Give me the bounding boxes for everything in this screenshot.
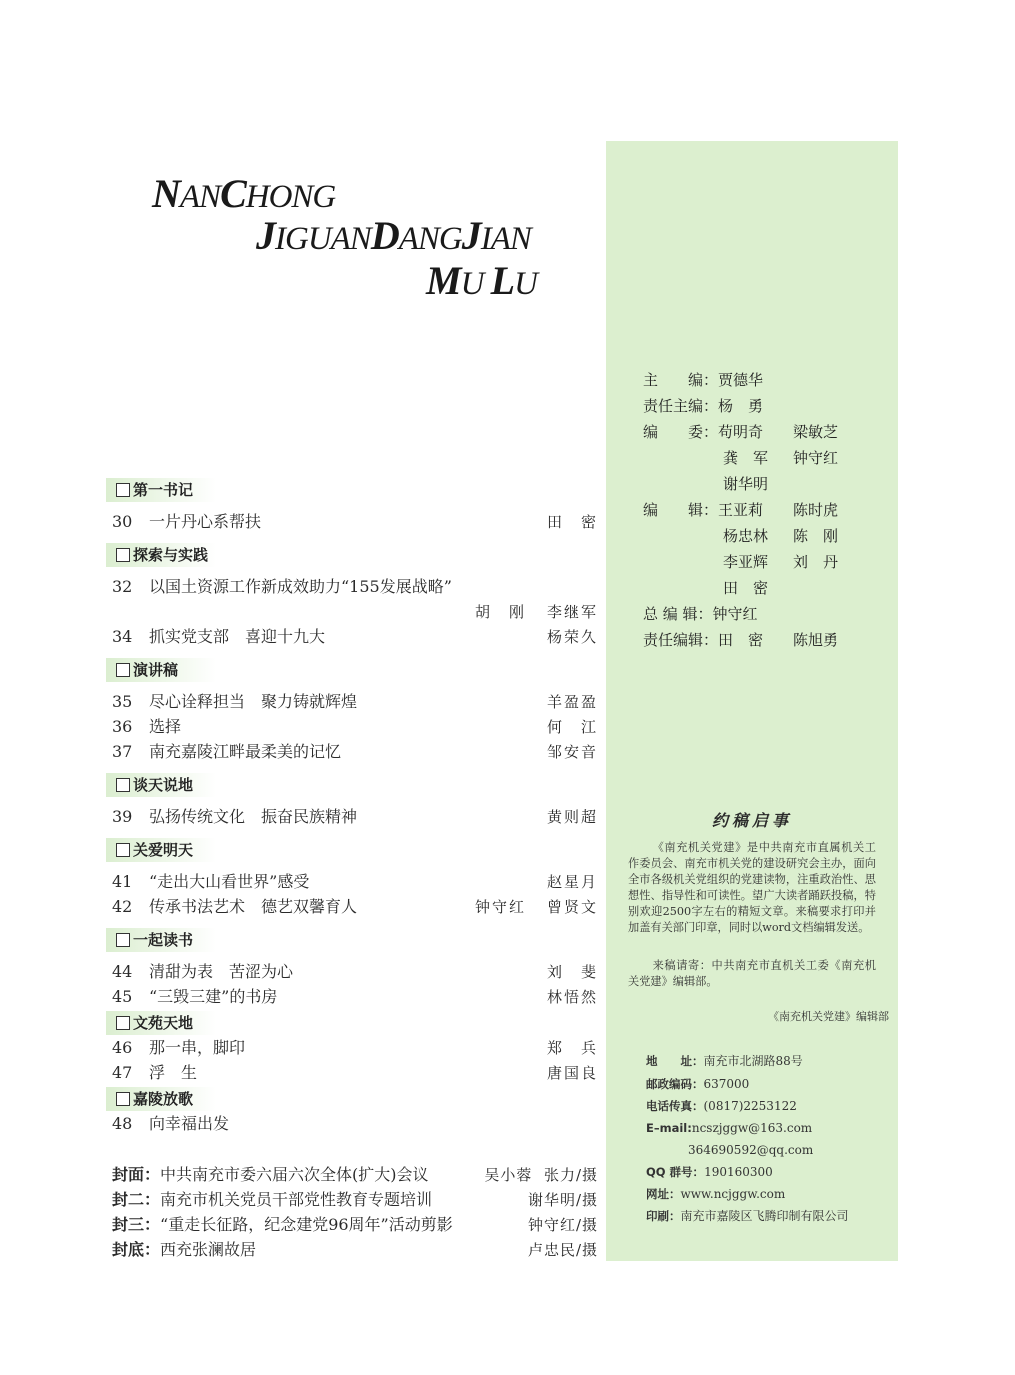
photographer: 钟守红/摄	[527, 1216, 598, 1234]
title-text: U	[460, 266, 491, 302]
toc-entry[interactable]	[112, 716, 598, 738]
notice-title: 约稿启事	[711, 811, 792, 830]
staff-name: 陈旭勇	[793, 631, 839, 649]
contact-key: 地 址：	[646, 1054, 704, 1068]
contact-key: 印刷：	[646, 1209, 681, 1223]
contact-website[interactable]	[646, 1185, 785, 1203]
staff-name: 梁敏芝	[793, 423, 839, 441]
author: 黄则超	[546, 808, 598, 826]
staff-row	[643, 370, 763, 390]
page-number: 42	[112, 897, 133, 916]
title-cap: C	[220, 171, 246, 216]
section-title: 嘉陵放歌	[133, 1090, 194, 1108]
staff-name: 田 密	[718, 631, 764, 649]
contact-value: www.ncjggw.com	[680, 1187, 786, 1201]
page-number: 45	[112, 987, 133, 1006]
toc-entry[interactable]	[112, 511, 598, 533]
article-title: 一片丹心系帮扶	[149, 512, 262, 531]
title-text: HONG	[245, 179, 336, 215]
page-number: 48	[112, 1114, 133, 1133]
contact-email[interactable]	[646, 1119, 812, 1137]
cover-label: 封底：	[112, 1240, 161, 1259]
notice-body: 《南充机关党建》是中共南充市直属机关工作委员会、南充市机关党的建设研究会主办，面向全市各级机关党组织的党建读物，注重政治性、思想性、指导性和可读性。望广大读者踊跃投稿，特别欢迎2500字左右的精短文章。来稿要求打印并加盖有关部门印章，同时以word文档编辑发送。	[628, 841, 876, 934]
cover-credit	[112, 1164, 598, 1186]
staff-row	[723, 474, 768, 494]
title-line-3	[426, 257, 537, 304]
contact-value: 637000	[703, 1077, 750, 1091]
article-title: 弘扬传统文化 振奋民族精神	[149, 807, 358, 826]
notice-address: 来稿请寄：中共南充市直机关工委《南充机关党建》编辑部。	[628, 959, 876, 988]
contact-phone	[646, 1097, 797, 1115]
page-number: 35	[112, 692, 133, 711]
title-cap: N	[152, 171, 180, 216]
contact-key: 电话传真：	[646, 1099, 704, 1113]
staff-row	[723, 552, 839, 572]
contact-value: ncszjggw@163.com	[691, 1121, 813, 1135]
page-number: 41	[112, 872, 133, 891]
section-title: 探索与实践	[133, 546, 209, 564]
title-text: AN	[179, 179, 221, 215]
article-title: “三毁三建”的书房	[149, 987, 278, 1006]
title-cap: M	[426, 258, 461, 303]
title-line-1	[152, 170, 335, 217]
title-text: IAN	[480, 221, 531, 257]
section-title: 文苑天地	[133, 1014, 194, 1032]
article-title: 向幸福出发	[149, 1114, 230, 1133]
contact-key: 网址：	[646, 1187, 681, 1201]
cover-label: 封三：	[112, 1215, 161, 1234]
contact-value: (0817)2253122	[703, 1099, 797, 1113]
author: 何 江	[546, 718, 598, 736]
author: 林悟然	[546, 988, 598, 1006]
staff-name: 苟明奇	[718, 423, 764, 441]
staff-name: 杨 勇	[718, 397, 764, 415]
section-header	[106, 1087, 216, 1111]
author: 赵星月	[546, 873, 598, 891]
staff-name: 田 密	[723, 579, 769, 597]
toc-entry[interactable]	[112, 1113, 598, 1135]
page-number: 32	[112, 577, 133, 596]
toc-entry[interactable]	[112, 871, 598, 893]
author: 胡 刚	[474, 603, 526, 621]
author: 羊盈盈	[546, 693, 598, 711]
title-cap: J	[256, 213, 275, 258]
section-title: 一起读书	[133, 931, 194, 949]
staff-row	[723, 448, 839, 468]
staff-name: 钟守红	[712, 605, 758, 623]
title-text: U	[514, 266, 537, 302]
article-title: 清甜为表 苦涩为心	[149, 962, 294, 981]
contact-postcode	[646, 1075, 749, 1093]
author: 钟守红	[474, 898, 526, 916]
article-title: “走出大山看世界”感受	[149, 872, 310, 891]
cover-text: 南充市机关党员干部党性教育专题培训	[160, 1190, 433, 1209]
section-header	[106, 773, 216, 797]
checkbox-icon	[116, 483, 130, 497]
article-title: 以国土资源工作新成效助力“155发展战略”	[149, 577, 452, 596]
page-number: 37	[112, 742, 133, 761]
section-header	[106, 838, 216, 862]
article-title: 浮 生	[149, 1063, 198, 1082]
cover-label: 封二：	[112, 1190, 161, 1209]
contact-key: 邮政编码：	[646, 1077, 704, 1091]
contact-value: 364690592@qq.com	[688, 1143, 814, 1157]
page-number: 36	[112, 717, 133, 736]
info-panel	[606, 141, 898, 1261]
staff-name: 陈 刚	[793, 527, 839, 545]
staff-role: 主 编：	[643, 371, 719, 389]
staff-name: 杨忠林	[723, 527, 769, 545]
title-cap: J	[461, 213, 481, 258]
article-title: 传承书法艺术 德艺双馨育人	[149, 897, 358, 916]
staff-name: 龚 军	[723, 449, 769, 467]
section-title: 演讲稿	[133, 661, 179, 679]
page-number: 30	[112, 512, 133, 531]
article-title: 南充嘉陵江畔最柔美的记忆	[149, 742, 342, 761]
article-title: 尽心诠释担当 聚力铸就辉煌	[149, 692, 358, 711]
toc-entry[interactable]	[112, 1062, 598, 1084]
section-header	[106, 928, 216, 952]
page-number: 44	[112, 962, 133, 981]
cover-text: 中共南充市委六届六次全体(扩大)会议	[160, 1165, 429, 1184]
title-cap: D	[370, 213, 399, 258]
contact-value: 南充市嘉陵区飞腾印制有限公司	[680, 1209, 849, 1223]
page-number: 46	[112, 1038, 133, 1057]
toc-entry[interactable]	[112, 741, 598, 763]
staff-name: 钟守红	[793, 449, 839, 467]
author: 杨荣久	[546, 628, 598, 646]
title-text: IGUAN	[275, 221, 371, 257]
toc-entry[interactable]	[112, 986, 598, 1008]
page-number: 39	[112, 807, 133, 826]
staff-role: 责任编辑：	[643, 631, 719, 649]
contact-printer	[646, 1207, 849, 1225]
section-header	[106, 478, 216, 502]
contact-value: 南充市北湖路88号	[703, 1054, 803, 1068]
cover-label: 封面：	[112, 1165, 161, 1184]
photographer: 谢华明/摄	[527, 1191, 598, 1209]
notice-signature: 《南充机关党建》编辑部	[768, 1010, 889, 1023]
checkbox-icon	[116, 548, 130, 562]
staff-name: 陈时虎	[793, 501, 839, 519]
checkbox-icon	[116, 778, 130, 792]
staff-row	[643, 500, 839, 520]
page-number: 34	[112, 627, 133, 646]
article-title: 抓实党支部 喜迎十九大	[149, 627, 326, 646]
staff-role: 编 辑：	[643, 501, 719, 519]
author: 田 密	[546, 513, 598, 531]
author: 唐国良	[546, 1064, 598, 1082]
author: 邹安音	[546, 743, 598, 761]
cover-credit	[112, 1189, 598, 1211]
contact-key: QQ 群号：	[646, 1165, 705, 1179]
toc-entry[interactable]	[112, 961, 598, 983]
title-text: ANG	[398, 221, 462, 257]
section-header	[106, 658, 216, 682]
staff-role: 编 委：	[643, 423, 719, 441]
staff-row	[643, 422, 839, 442]
section-title: 关爱明天	[133, 841, 194, 859]
checkbox-icon	[116, 933, 130, 947]
page-number: 47	[112, 1063, 133, 1082]
toc-entry[interactable]	[112, 626, 598, 648]
checkbox-icon	[116, 1092, 130, 1106]
staff-row	[643, 630, 839, 650]
staff-name: 贾德华	[718, 371, 764, 389]
staff-row	[643, 604, 758, 624]
contact-key: E–mail:	[646, 1121, 692, 1135]
staff-name: 李亚辉	[723, 553, 769, 571]
staff-role: 总 编 辑：	[643, 605, 713, 623]
contact-qq	[646, 1163, 773, 1181]
staff-name: 刘 丹	[793, 553, 839, 571]
cover-text: 西充张澜故居	[160, 1240, 257, 1259]
toc-entry-authors	[112, 601, 598, 623]
contact-value: 190160300	[704, 1165, 773, 1179]
author: 刘 斐	[546, 963, 598, 981]
article-title: 那一串，脚印	[149, 1038, 246, 1057]
author: 曾贤文	[546, 898, 598, 916]
staff-row	[723, 526, 839, 546]
toc-entry[interactable]	[112, 896, 598, 918]
title-cap: L	[490, 258, 515, 303]
photographer: 卢忠民/摄	[527, 1241, 598, 1259]
staff-name: 谢华明	[723, 475, 769, 493]
staff-name: 王亚莉	[718, 501, 764, 519]
checkbox-icon	[116, 663, 130, 677]
toc-entry[interactable]	[112, 576, 598, 598]
photographer: 吴小蓉 张力/摄	[484, 1166, 598, 1184]
section-title: 第一书记	[133, 481, 194, 499]
author: 郑 兵	[546, 1039, 598, 1057]
staff-row	[643, 396, 763, 416]
cover-credit	[112, 1239, 598, 1261]
toc-entry[interactable]	[112, 806, 598, 828]
staff-role: 责任主编：	[643, 397, 719, 415]
toc-entry[interactable]	[112, 691, 598, 713]
section-header	[106, 543, 216, 567]
title-line-2	[256, 212, 531, 259]
section-header	[106, 1011, 216, 1035]
cover-credit	[112, 1214, 598, 1236]
article-title: 选择	[149, 717, 182, 736]
section-title: 谈天说地	[133, 776, 194, 794]
toc-entry[interactable]	[112, 1037, 598, 1059]
author: 李继军	[546, 603, 598, 621]
contact-address	[646, 1052, 803, 1070]
checkbox-icon	[116, 843, 130, 857]
contact-email-2[interactable]	[688, 1141, 813, 1159]
checkbox-icon	[116, 1016, 130, 1030]
cover-text: “重走长征路，纪念建党96周年”活动剪影	[160, 1215, 453, 1234]
staff-row	[723, 578, 768, 598]
